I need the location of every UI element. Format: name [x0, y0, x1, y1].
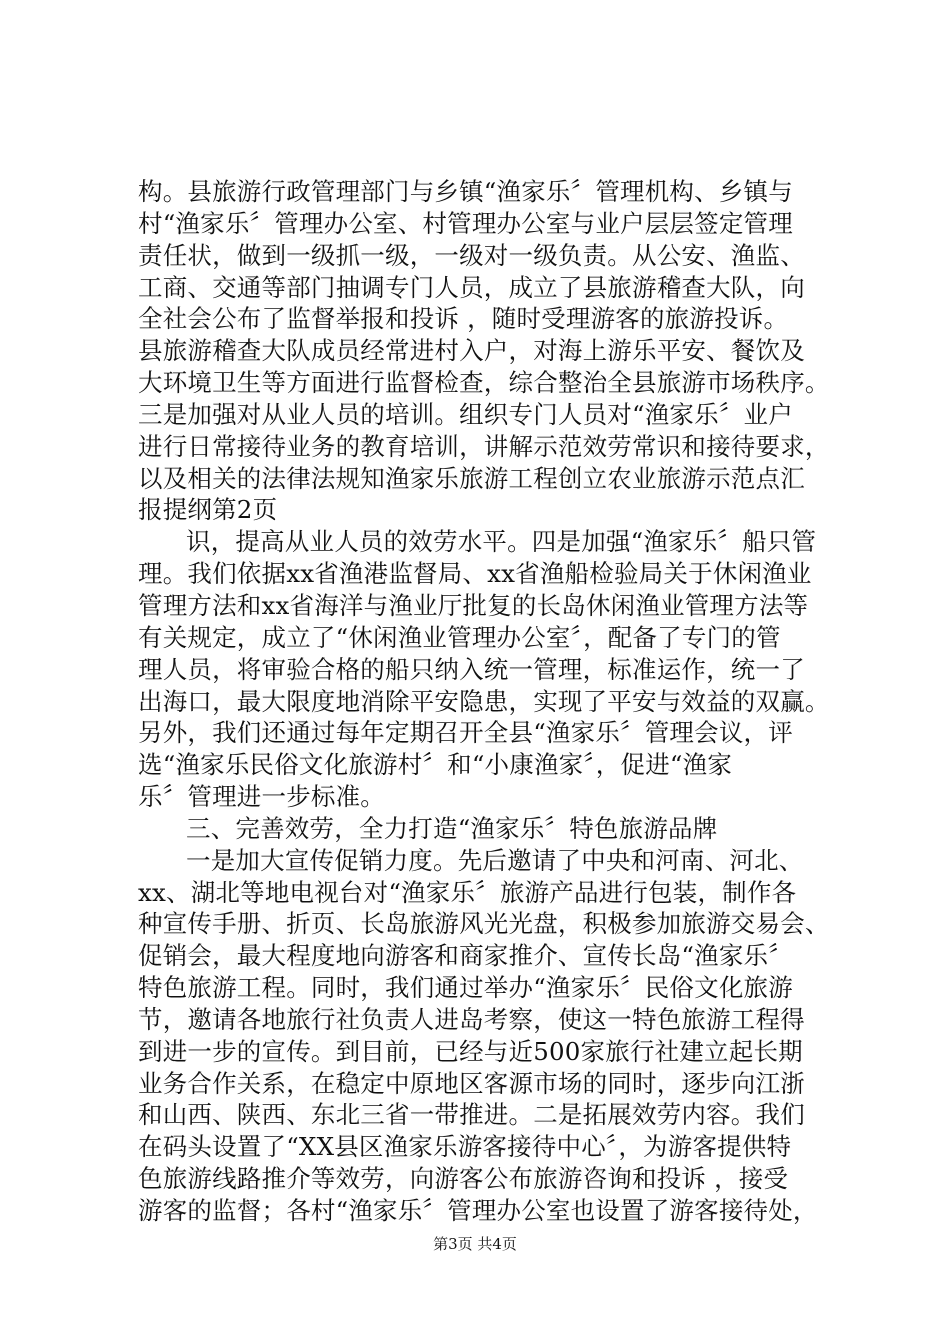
text-line: 特色旅游工程。同时，我们通过举办“渔家乐〞民俗文化旅游 [138, 973, 793, 1003]
text-line: 促销会，最大程度地向游客和商家推介、宣传长岛“渔家乐〞 [138, 941, 793, 971]
text-line: 在码头设置了“XX县区渔家乐游客接待中心〞，为游客提供特 [138, 1132, 792, 1162]
text-line: 色旅游线路推介等效劳，向游客公布旅游咨询和投诉 ，接受 [138, 1164, 789, 1194]
text-line: 报提纲第2页 [138, 495, 278, 525]
text-line: 进行日常接待业务的教育培训，讲解示范效劳常识和接待要求， [138, 431, 830, 461]
text-line: 乐〞管理进一步标准。 [138, 782, 385, 812]
text-line: 到进一步的宣传。到目前，已经与近500家旅行社建立起长期 [138, 1036, 803, 1066]
text-line: 构。县旅游行政管理部门与乡镇“渔家乐〞管理机构、乡镇与 [138, 177, 793, 206]
text-line: 业务合作关系，在稳定中原地区客源市场的同时，逐步向江浙 [138, 1068, 805, 1098]
text-line: 种宣传手册、折页、长岛旅游风光光盘，积极参加旅游交易会、 [138, 909, 830, 939]
text-line: 出海口，最大限度地消除平安隐患，实现了平安与效益的双赢。 [138, 686, 830, 716]
text-line: 三是加强对从业人员的培训。组织专门人员对“渔家乐〞业户 [138, 399, 793, 429]
text-line: 游客的监督；各村“渔家乐〞管理办公室也设置了游客接待处， [138, 1196, 818, 1225]
text-line: xx、湖北等地电视台对“渔家乐〞旅游产品进行包装，制作各 [138, 877, 797, 907]
text-line: 大环境卫生等方面进行监督检查，综合整治全县旅游市场秩序。 [138, 368, 830, 398]
text-line: 工商、交通等部门抽调专门人员，成立了县旅游稽查大队，向 [138, 272, 805, 302]
text-line: 和山西、陕西、东北三省一带推进。二是拓展效劳内容。我们 [138, 1100, 805, 1130]
text-line: 节，邀请各地旅行社负责人进岛考察，使这一特色旅游工程得 [138, 1004, 805, 1034]
text-line: 以及相关的法律法规知渔家乐旅游工程创立农业旅游示范点汇 [138, 463, 805, 493]
page-footer: 第3页 共4页 [433, 1235, 517, 1253]
text-line: 县旅游稽查大队成员经常进村入户，对海上游乐平安、餐饮及 [138, 336, 805, 366]
document-body [138, 176, 838, 1227]
text-line: 全社会公布了监督举报和投诉 ，随时受理游客的旅游投诉。 [138, 304, 789, 334]
text-line: 选“渔家乐民俗文化旅游村〞和“小康渔家〞，促进“渔家 [138, 750, 733, 780]
text-line: 有关规定，成立了“休闲渔业管理办公室〞，配备了专门的管 [138, 622, 781, 652]
text-line: 一是加大宣传促销力度。先后邀请了中央和河南、河北、 [186, 845, 804, 875]
text-line: 责任状，做到一级抓一级，一级对一级负责。从公安、渔监、 [138, 240, 805, 270]
text-line: 理人员，将审验合格的船只纳入统一管理，标准运作，统一了 [138, 654, 805, 684]
text-line: 另外，我们还通过每年定期召开全县“渔家乐〞管理会议，评 [138, 718, 793, 748]
text-line: 理。我们依据xx省渔港监督局、xx省渔船检验局关于休闲渔业 [138, 559, 812, 589]
text-line: 管理方法和xx省海洋与渔业厅批复的长岛休闲渔业管理方法等 [138, 590, 809, 620]
text-line: 三、完善效劳，全力打造“渔家乐〞特色旅游品牌 [186, 813, 718, 843]
text-line: 村“渔家乐〞管理办公室、村管理办公室与业户层层签定管理 [138, 208, 793, 238]
text-line: 识，提高从业人员的效劳水平。四是加强“渔家乐〞船只管 [186, 527, 817, 557]
